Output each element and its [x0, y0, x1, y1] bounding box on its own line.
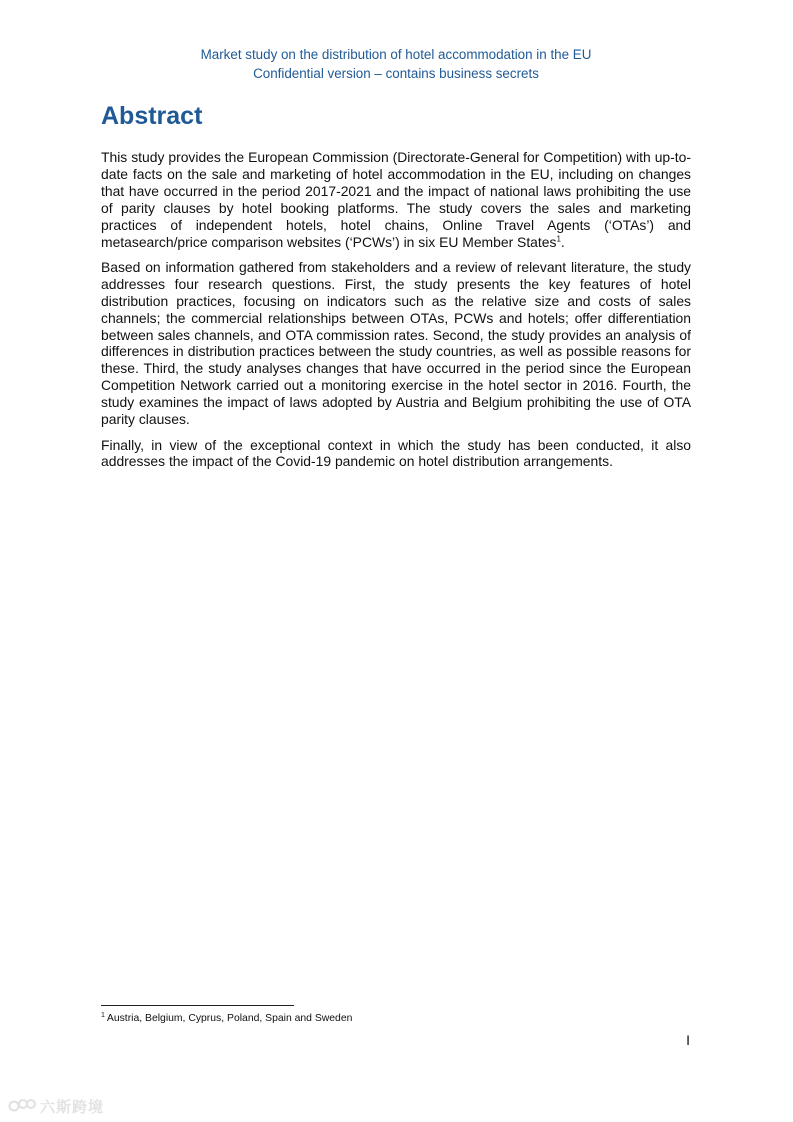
header-confidentiality-note: Confidential version – contains business secrets — [253, 65, 539, 81]
watermark-text: 六斯跨境 — [40, 1098, 105, 1116]
page-title: Abstract — [101, 102, 203, 130]
abstract-paragraph-1 — [101, 149, 691, 250]
page-number: I — [686, 1032, 690, 1048]
abstract-body — [101, 149, 691, 479]
watermark — [8, 1096, 104, 1119]
footnote-text: Austria, Belgium, Cyprus, Poland, Spain and Sweden — [106, 1013, 353, 1024]
paragraph-1-end: . — [560, 233, 565, 250]
footnote-separator — [101, 1005, 294, 1006]
footnote-number: 1 — [101, 1011, 105, 1019]
paragraph-1-text: This study provides the European Commission (Directorate-General for Competition) with up-to-date facts on the sale and marketing of hotel accommodation in the EU, including on changes that have occurred in the period 2017-2021 and the impact of national laws prohibiting the use of parity clauses by hotel booking platforms. The study covers the sales and marketing practices of independent hotels, hotel chains, Online Travel Agents (‘OTAs’) and metasearch/price comparison websites (‘PCWs’) in six EU Member States — [101, 149, 691, 250]
footnote-reference: 1 — [556, 233, 561, 243]
running-header — [101, 46, 691, 83]
footnote — [101, 1012, 691, 1026]
header-study-title: Market study on the distribution of hotel accommodation in the EU — [200, 47, 592, 62]
watermark-logo-icon — [8, 1096, 36, 1119]
abstract-paragraph-3: Finally, in view of the exceptional context in which the study has been conducted, it also addresses the impact of the Covid-19 pandemic on hotel distribution arrangements. — [101, 436, 691, 470]
abstract-paragraph-2: Based on information gathered from stakeholders and a review of relevant literature, the study addresses four research questions. First, the study presents the key features of hotel distribution practices, focusing on indicators such as the relative size and costs of sales channels; the commercial relationships between OTAs, PCWs and hotels; offer differentiation between sales channels, and OTA commission rates. Second, the study provides an analysis of differences in distribution practices between the study countries, as well as possible reasons for these. Third, the study analyses changes that have occurred in the period since the European Competition Network carried out a monitoring exercise in the hotel sector in 2016. Fourth, the study examines the impact of laws adopted by Austria and Belgium prohibiting the use of OTA parity clauses. — [101, 258, 691, 428]
